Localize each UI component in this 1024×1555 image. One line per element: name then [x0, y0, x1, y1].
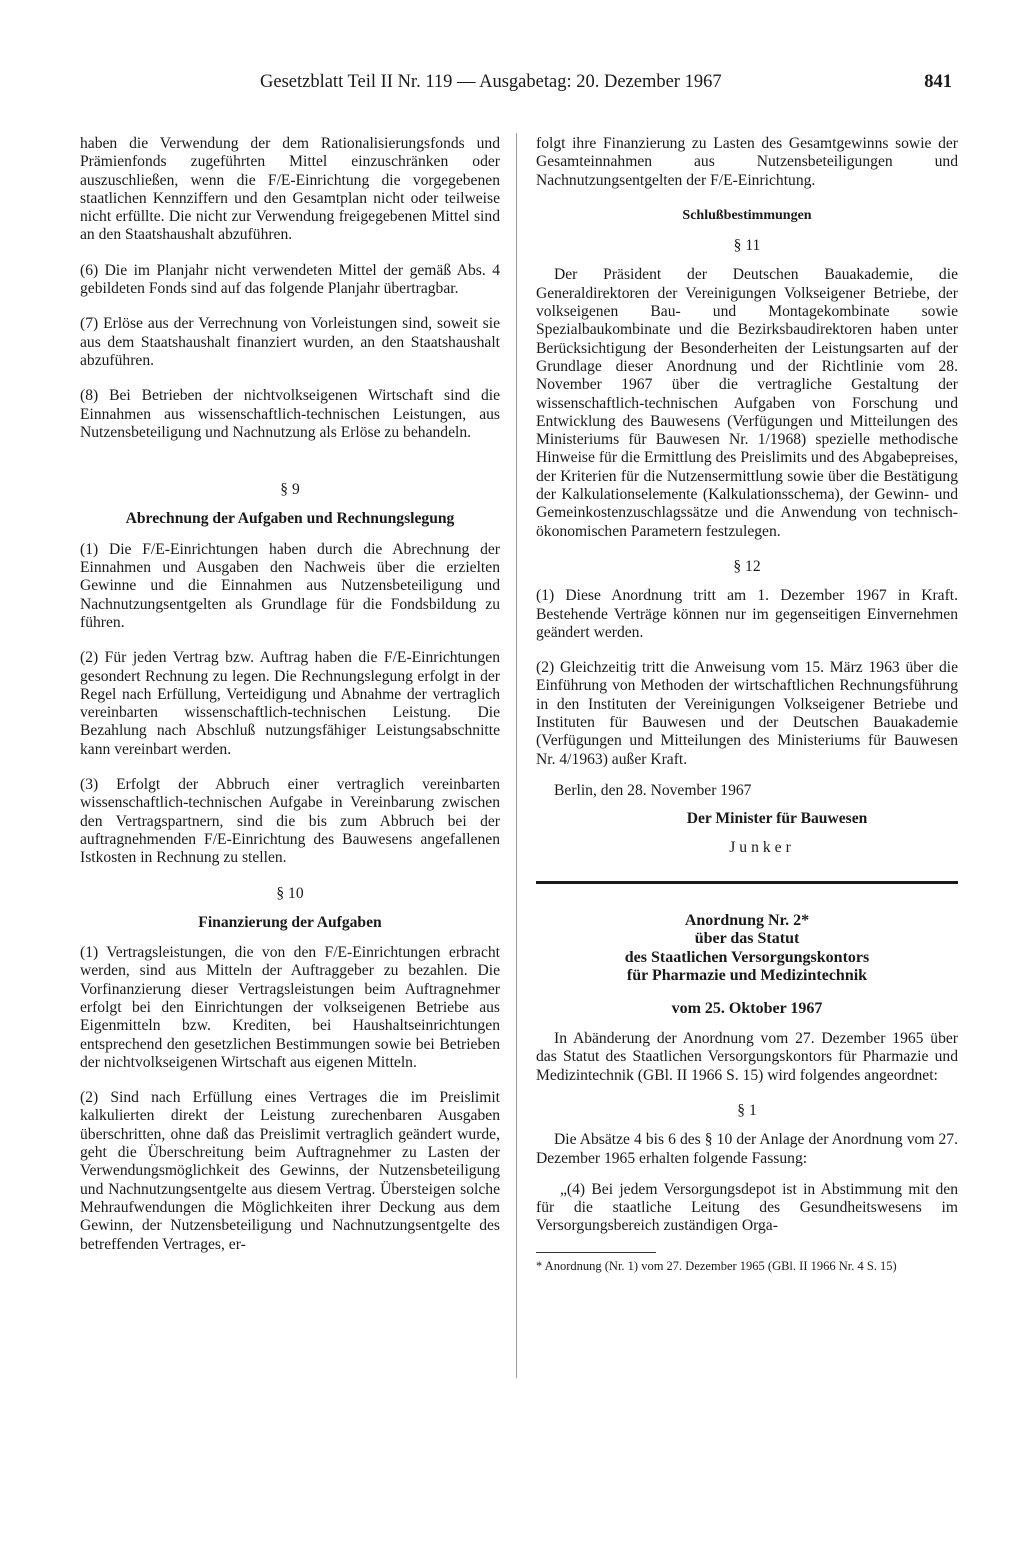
- paragraph-6: (6) Die im Planjahr nicht verwendeten Mittel der gemäß Abs. 4 gebildeten Fonds sind auf das folgende Planjahr übertragbar.: [80, 261, 500, 298]
- footnote: * Anordnung (Nr. 1) vom 27. Dezember 1965 (GBl. II 1966 Nr. 4 S. 15): [536, 1258, 897, 1273]
- section-12-number: § 12: [733, 557, 761, 575]
- footnote-rule: [536, 1252, 656, 1253]
- signer-name: Junker: [729, 838, 795, 856]
- signer-title: Der Minister für Bauwesen: [686, 810, 868, 828]
- ordinance-title-line-3: des Staatlichen Versorgungskontors: [624, 948, 870, 966]
- paragraph-8: (8) Bei Betrieben der nichtvolkseigenen Wirtschaft sind die Einnahmen aus wissenschaftlich-technischen Leistungen, aus Nutzensbeteiligung und Nachnutzung als Erlöse zu behandeln.: [80, 387, 500, 441]
- section-9-title: Abrechnung der Aufgaben und Rechnungslegung: [125, 510, 455, 528]
- page-header: [80, 72, 960, 100]
- ordinance-title-line-2: über das Statut: [694, 930, 800, 948]
- left-column: [80, 135, 500, 1271]
- ordinance-intro: In Abänderung der Anordnung vom 27. Dezember 1965 über das Statut des Staatlichen Versorgungskontors für Pharmazie und Medizintechnik (GBl. II 1966 S. 15) wird folgendes angeordnet:: [536, 1030, 958, 1084]
- separator-rule: [536, 881, 958, 884]
- section-9-paragraph-2: (2) Für jeden Vertrag bzw. Auftrag haben die F/E-Einrichtungen gesondert Rechnung zu legen. Die Rechnungslegung erfolgt in der Regel nach Erfüllung, Verteidigung und Abnahme der vertraglich vereinbarten wissenschaftlich-technischen Leistung. Die Bezahlung nach Abschluß nutzungsfähiger Leistungsabschnitte kann vereinbart werden.: [80, 649, 500, 758]
- section-11-paragraph: Der Präsident der Deutschen Bauakademie, die Generaldirektoren der Vereinigungen Volkseigener Betriebe, der volkseigenen Bau- und Montagekombinate sowie Spezialbaukombinate und die Bezirksbaudirektoren haben unter Berücksichtigung der Besonderheiten der Leistungsarten auf der Grundlage dieser Anordnung und der Richtlinie vom 28. November 1967 über die vertragliche Gestaltung der wissenschaftlich-technischen Aufgaben von Forschung und Entwicklung des Bauwesens (Verfügungen und Mitteilungen des Ministeriums für Bauwesen Nr. 1/1968) spezielle methodische Hinweise für die Ermittlung des Preislimits und des Abgabepreises, der Kriterien für die Nutzensermittlung sowie über die Bestätigung der Kalkulationselemente (Kalkulationsschema), der Gewinn- und Gemeinkostenzuschlagssätze und die Anwendung von technisch-ökonomischen Parametern festzulegen.: [536, 266, 958, 540]
- column-divider: [516, 133, 517, 1378]
- gazette-title: Gesetzblatt Teil II Nr. 119 — Ausgabetag: 20. Dezember 1967: [260, 72, 722, 92]
- section-9-paragraph-1: (1) Die F/E-Einrichtungen haben durch die Abrechnung der Einnahmen und Ausgaben den Nachweis über die erzielten Gewinne und die Einnahmen aus Nutzensbeteiligung und Nachnutzungsentgelten als Grundlage für die Fondsbildung zu führen.: [80, 540, 500, 631]
- section-1-paragraph: Die Absätze 4 bis 6 des § 10 der Anlage der Anordnung vom 27. Dezember 1965 erhalten folgende Fassung:: [536, 1131, 958, 1167]
- page-number: 841: [924, 72, 952, 92]
- paragraph-continuation: haben die Verwendung der dem Rationalisierungsfonds und Prämienfonds zugeführten Mittel einzuschränken oder auszuschließen, wenn die F/E-Einrichtung die vorgegebenen staatlichen Kennziffern und den Gesamtplan nicht oder teilweise nicht erfüllte. Die nicht zur Verwendung freigegebenen Mittel sind an den Staatshaushalt abzuführen.: [80, 135, 500, 244]
- ordinance-title-line-1: Anordnung Nr. 2*: [684, 911, 810, 929]
- section-10-paragraph-1: (1) Vertragsleistungen, die von den F/E-Einrichtungen erbracht werden, sind aus Mitteln der Auftraggeber zu bezahlen. Die Vorfinanzierung dieser Vertragsleistungen beim Auftragnehmer erfolgt bei den Einrichtungen der volkseigenen Betriebe aus Eigenmitteln bzw. Krediten, bei Haushaltseinrichtungen entsprechend den gesetzlichen Bestimmungen sowie bei Betrieben der nichtvolkseigenen Wirtschaft aus eigenen Mitteln.: [80, 944, 500, 1071]
- section-10-number: § 10: [276, 884, 304, 902]
- paragraph-continued: folgt ihre Finanzierung zu Lasten des Gesamtgewinns sowie der Gesamteinnahmen aus Nutzensbeteiligungen und Nachnutzungsentgelten der F/E-Einrichtung.: [536, 135, 958, 189]
- section-10-title: Finanzierung der Aufgaben: [198, 913, 382, 931]
- section-1-number: § 1: [737, 1101, 757, 1119]
- section-9-paragraph-3: (3) Erfolgt der Abbruch einer vertraglich vereinbarten wissenschaftlich-technischen Aufgabe in Vereinbarung zwischen den Vertragspartnern, sind die bis zum Abbruch bei der auftragnehmenden F/E-Einrichtung des Bauwesens angefallenen Istkosten in Rechnung zu stellen.: [80, 776, 500, 867]
- place-and-date: Berlin, den 28. November 1967: [554, 781, 752, 799]
- ordinance-title: [536, 912, 958, 986]
- section-9-number: § 9: [280, 481, 300, 499]
- paragraph-7: (7) Erlöse aus der Verrechnung von Vorleistungen sind, soweit sie aus dem Staatshaushalt finanziert wurden, an den Staatshaushalt abzuführen.: [80, 315, 500, 369]
- section-12-paragraph-2: (2) Gleichzeitig tritt die Anweisung vom 15. März 1963 über die Einführung von Methoden der wirtschaftlichen Rechnungsführung in den Instituten der Vereinigungen Volkseigener Betriebe und Instituten für Bauwesen und der Deutschen Bauakademie (Verfügungen und Mitteilungen des Ministeriums für Bauwesen Nr. 4/1963) außer Kraft.: [536, 659, 958, 768]
- ordinance-date: vom 25. Oktober 1967: [671, 999, 823, 1017]
- ordinance-title-line-4: für Pharmazie und Medizintechnik: [626, 967, 868, 985]
- right-column: [536, 135, 958, 1274]
- section-11-number: § 11: [733, 237, 761, 255]
- section-1-quote: „(4) Bei jedem Versorgungsdepot ist in Abstimmung mit den für die staatliche Leitung des Gesundheitswesens im Versorgungsbereich zuständigen Orga-: [536, 1180, 958, 1235]
- spacer: [80, 459, 500, 481]
- section-12-paragraph-1: (1) Diese Anordnung tritt am 1. Dezember 1967 in Kraft. Bestehende Verträge können nur im gegenseitigen Einvernehmen geändert werden.: [536, 587, 958, 641]
- final-provisions-title: Schlußbestimmungen: [682, 207, 812, 223]
- section-10-paragraph-2: (2) Sind nach Erfüllung eines Vertrages die im Preislimit kalkulierten direkt der Leistung zurechenbaren Ausgaben überschritten, ohne daß das Preislimit vertraglich geändert wurde, geht die Überschreitung beim Auftragnehmer zu Lasten der Verwendungsmöglichkeit des Gewinns, der Nutzensbeteiligung und Nachnutzungsentgelte aus diesem Vertrag. Übersteigen solche Mehraufwendungen die Möglichkeiten ihrer Deckung aus dem Gewinn, der Nutzensbeteiligung und Nachnutzungsentgelte des betreffenden Vertrages, er-: [80, 1089, 500, 1253]
